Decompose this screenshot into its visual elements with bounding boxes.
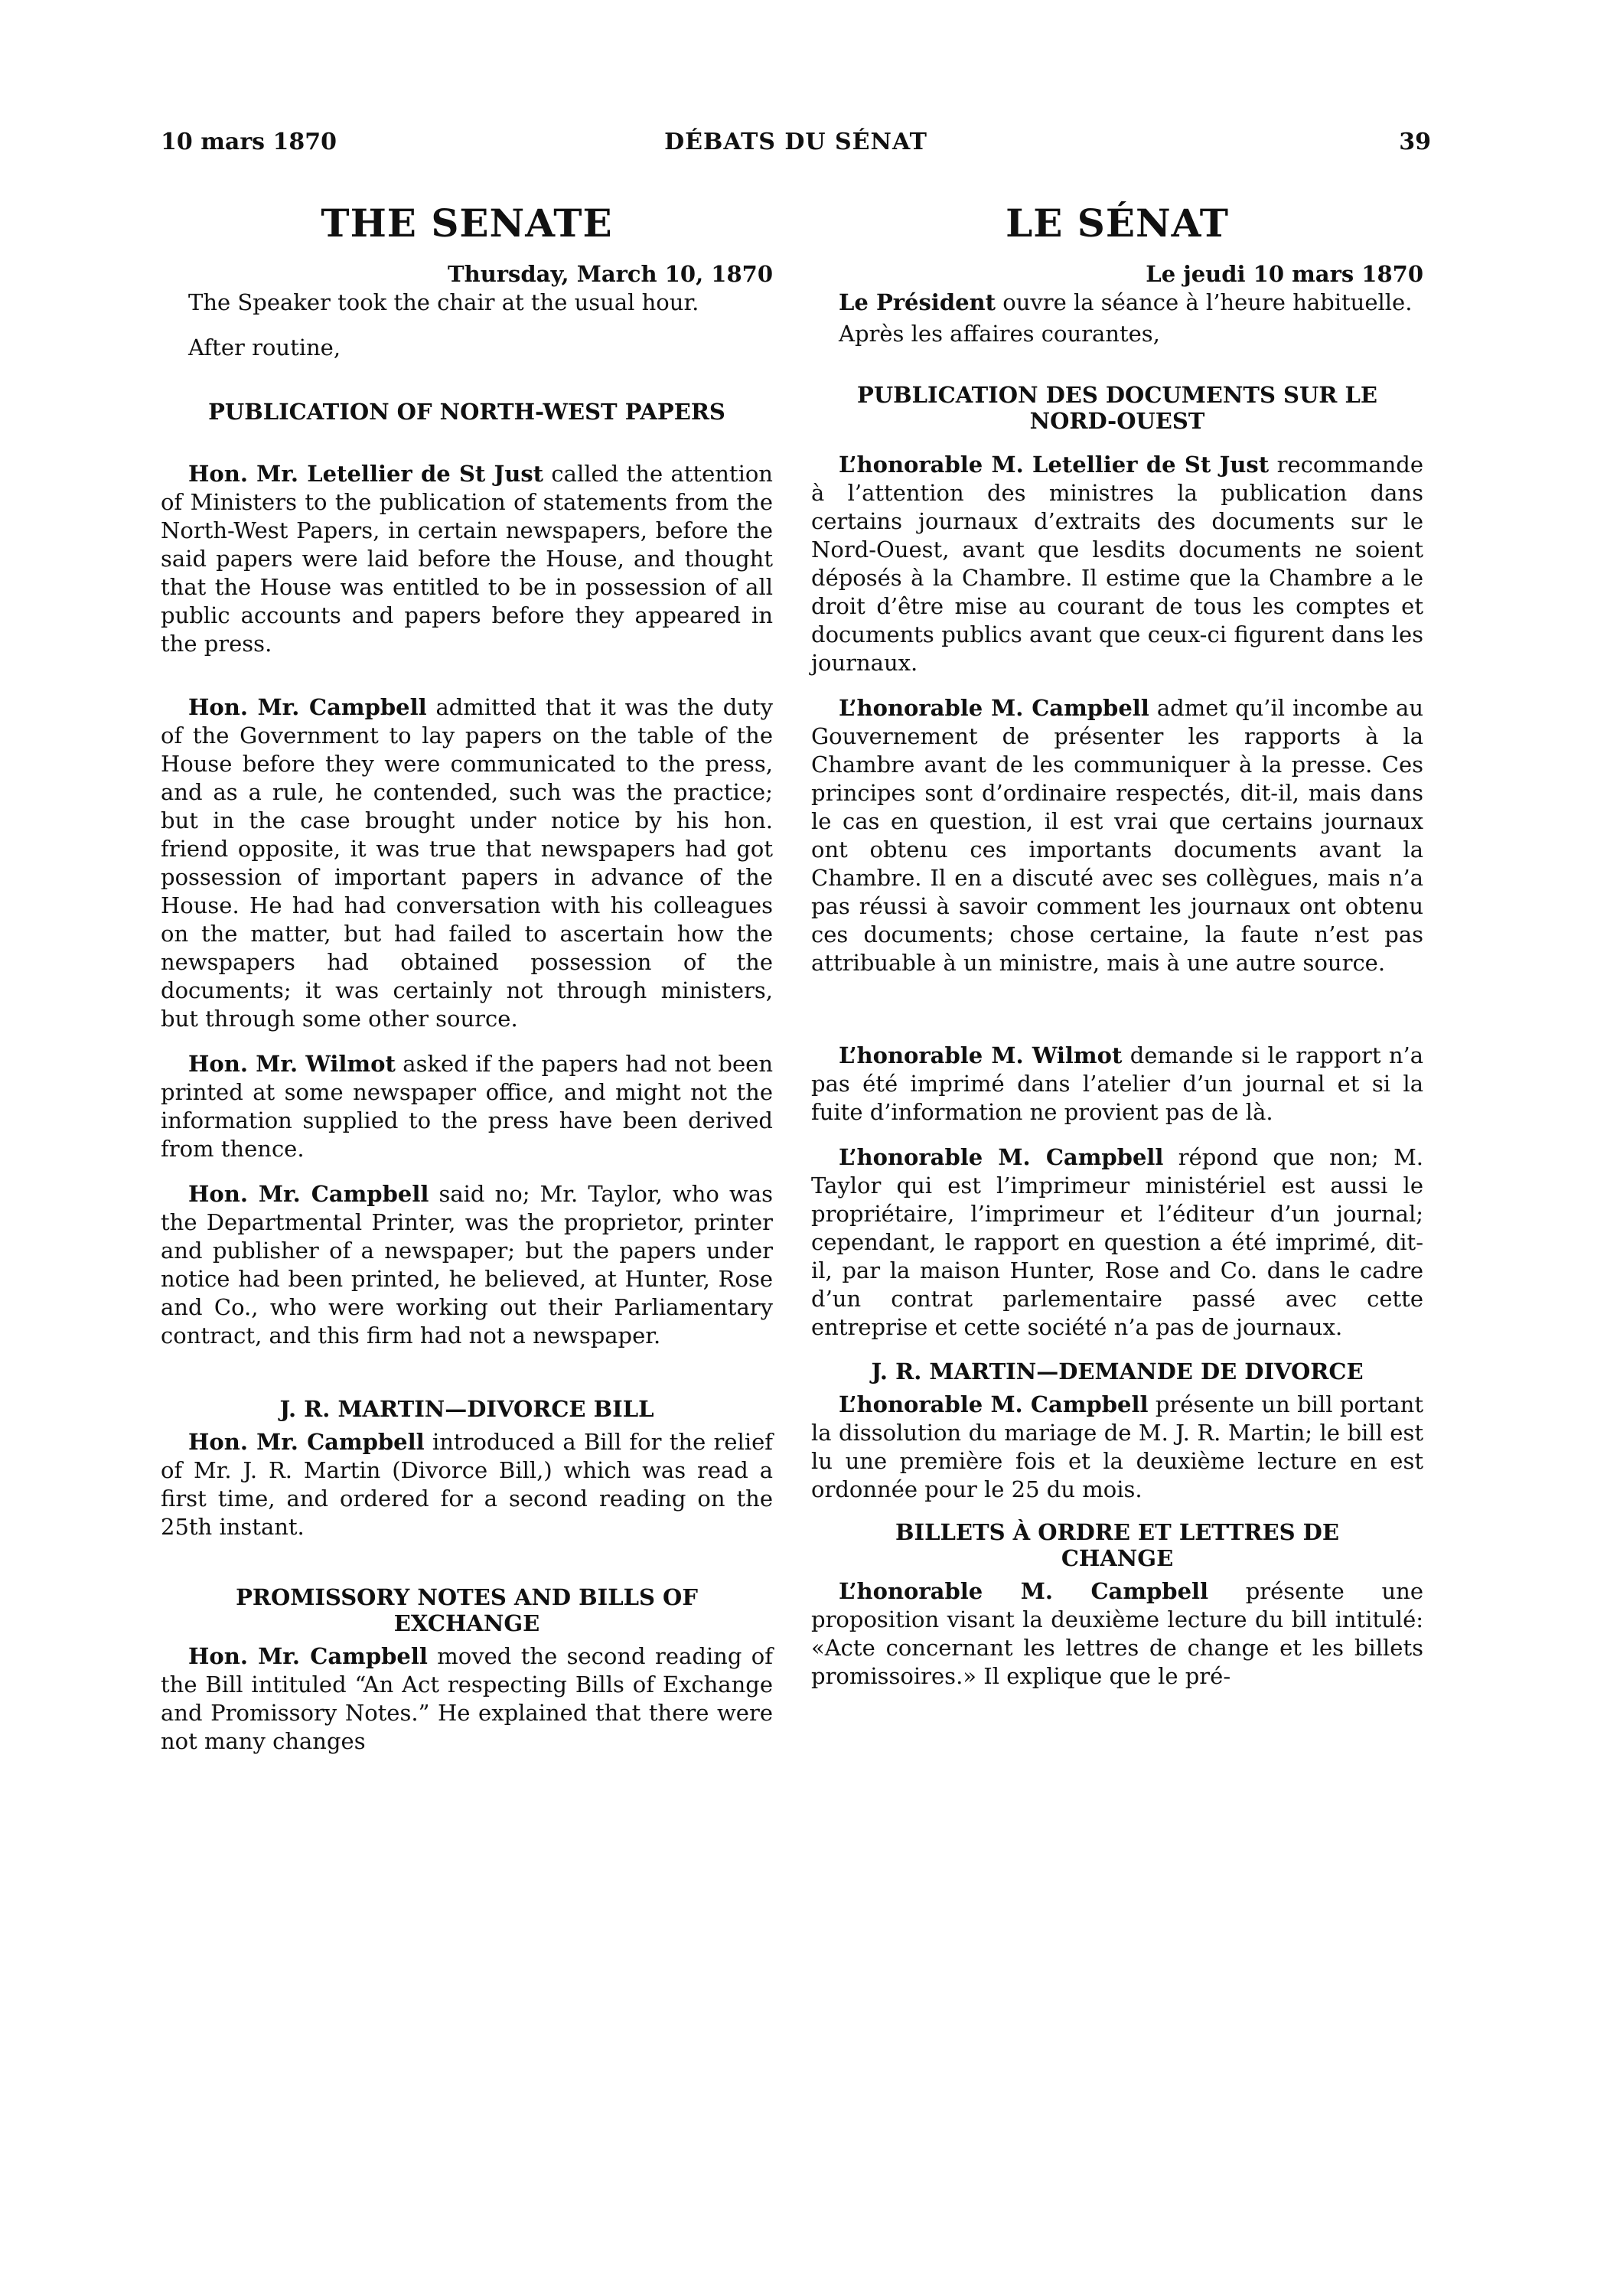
- fr-speech: [811, 1391, 1423, 1504]
- fr-title: LE SÉNAT: [1006, 201, 1229, 246]
- speech-text: called the attention of Ministers to the publication of statements from the North-West Papers, in certain newspapers, before the said papers were laid before the House, and thought that the House was entitled to be in possession of all public accounts and papers before they appeared in the press.: [161, 461, 773, 657]
- speaker-name: Hon. Mr. Campbell: [188, 1181, 429, 1207]
- speaker-name: Hon. Mr. Wilmot: [188, 1051, 396, 1077]
- fr-date: Le jeudi 10 mars 1870: [1146, 261, 1423, 287]
- fr-paragraph: [811, 289, 1423, 317]
- page-header: [161, 129, 1431, 159]
- speaker-name: L’honorable M. Campbell: [839, 1144, 1164, 1170]
- en-title: THE SENATE: [321, 201, 613, 246]
- fr-speech: [811, 1577, 1423, 1691]
- speech-text: moved the second reading of the Bill intituled “An Act respecting Bills of Exchange and Promissory Notes.” He explained that there were not many changes: [161, 1643, 773, 1754]
- speaker-name: Hon. Mr. Letellier de St Just: [188, 461, 544, 487]
- fr-speech: [811, 1143, 1423, 1342]
- fr-speech: [811, 1042, 1423, 1127]
- en-heading: J. R. MARTIN—DIVORCE BILL: [279, 1396, 654, 1422]
- fr-heading: J. R. MARTIN—DEMANDE DE DIVORCE: [871, 1358, 1364, 1384]
- speaker-name: Hon. Mr. Campbell: [188, 1429, 425, 1455]
- speech-text: asked if the papers had not been printed at some newspaper office, and might not the information supplied to the press have been derived from thence.: [161, 1051, 773, 1162]
- speech-text: admitted that it was the duty of the Government to lay papers on the table of the House before they were communicated to the press, and as a rule, he contended, such was the practice; but in the case brought under notice by his hon. friend opposite, it was true that newspapers had got possession of important papers in advance of the House. He had had conversation with his colleagues on the matter, but had failed to ascertain how the newspapers had obtained possession of the documents; it was certainly not through ministers, but through some other source.: [161, 694, 773, 1032]
- english-column: [161, 201, 773, 1756]
- en-paragraph: After routine,: [188, 334, 341, 360]
- speech-text: ouvre la séance à l’heure habituelle.: [996, 289, 1413, 315]
- french-column: [811, 201, 1423, 1691]
- speech-text: présente une proposition visant la deuxième lecture du bill intitulé: «Acte concernant les lettres de change et les billets promissoires.» Il explique que le pré-: [811, 1578, 1423, 1689]
- en-speech: [161, 1180, 773, 1350]
- page-number: 39: [1399, 129, 1431, 155]
- en-speech: [161, 693, 773, 1033]
- heading-line: CHANGE: [1061, 1545, 1174, 1571]
- speech-text: said no; Mr. Taylor, who was the Departmental Printer, was the proprietor, printer and publisher of a newspaper; but the papers under notice had been printed, he believed, at Hunter, Rose and Co., who were working out their Parliamentary contract, and this firm had not a newspaper.: [161, 1181, 773, 1349]
- header-date: 10 mars 1870: [161, 129, 337, 155]
- speech-text: admet qu’il incombe au Gouvernement de présenter les rapports à la Chambre avant de les communiquer à la presse. Ces principes sont d’ordinaire respectés, dit-il, mais dans le cas en question, il est vrai que certains journaux ont obtenu ces importants documents avant la Chambre. Il en a discuté avec ses collègues, mais n’a pas réussi à savoir comment les journaux ont obtenu ces documents; chose certaine, la faute n’est pas attribuable à un ministre, mais à une autre source.: [811, 695, 1423, 976]
- heading-line: PROMISSORY NOTES AND BILLS OF: [236, 1584, 698, 1610]
- heading-line: PUBLICATION DES DOCUMENTS SUR LE: [857, 382, 1377, 408]
- speaker-name: Hon. Mr. Campbell: [188, 1643, 428, 1669]
- fr-heading: [811, 1519, 1423, 1571]
- en-speech: [161, 460, 773, 658]
- speaker-name: L’honorable M. Campbell: [839, 1578, 1209, 1604]
- speech-text: introduced a Bill for the relief of Mr. J. R. Martin (Divorce Bill,) which was read a first time, and ordered for a second reading on the 25th instant.: [161, 1429, 773, 1540]
- en-paragraph: The Speaker took the chair at the usual hour.: [188, 289, 699, 315]
- speaker-name: Le Président: [839, 289, 996, 315]
- heading-line: BILLETS À ORDRE ET LETTRES DE: [895, 1519, 1339, 1545]
- en-heading: [161, 1584, 773, 1636]
- header-title: DÉBATS DU SÉNAT: [664, 129, 927, 155]
- speaker-name: L’honorable M. Campbell: [839, 1391, 1149, 1417]
- heading-line: NORD-OUEST: [1029, 408, 1205, 434]
- speech-text: demande si le rapport n’a pas été imprimé dans l’atelier d’un journal et si la fuite d’information ne provient pas de là.: [811, 1042, 1424, 1125]
- fr-speech: [811, 694, 1423, 977]
- en-speech: [161, 1428, 773, 1541]
- en-speech: [161, 1050, 773, 1163]
- fr-paragraph: Après les affaires courantes,: [839, 321, 1160, 347]
- speaker-name: L’honorable M. Wilmot: [839, 1042, 1123, 1068]
- fr-heading: [811, 382, 1423, 434]
- speech-text: présente un bill portant la dissolution du mariage de M. J. R. Martin; le bill est lu une première fois et la deuxième lecture en est ordonnée pour le 25 du mois.: [811, 1391, 1424, 1502]
- speaker-name: Hon. Mr. Campbell: [188, 694, 427, 720]
- fr-speech: [811, 451, 1423, 677]
- en-date: Thursday, March 10, 1870: [448, 261, 773, 287]
- speech-text: recommande à l’attention des ministres la publication dans certains journaux d’extraits des documents sur le Nord-Ouest, avant que lesdits documents ne soient déposés à la Chambre. Il estime que la Chambre a le droit d’être mise au courant de tous les comptes et documents publics avant que ceux-ci figurent dans les journaux.: [811, 452, 1423, 676]
- en-speech: [161, 1642, 773, 1756]
- heading-line: EXCHANGE: [393, 1610, 540, 1636]
- en-heading: PUBLICATION OF NORTH-WEST PAPERS: [208, 399, 725, 425]
- speaker-name: L’honorable M. Campbell: [839, 695, 1149, 721]
- speaker-name: L’honorable M. Letellier de St Just: [839, 452, 1270, 478]
- speech-text: répond que non; M. Taylor qui est l’imprimeur ministériel est aussi le propriétaire, l’imprimeur et l’éditeur d’un journal; cependant, le rapport en question a été imprimé, dit-il, par la maison Hunter, Rose and Co. dans le cadre d’un contrat parlementaire passé avec cette entreprise et cette société n’a pas de journaux.: [811, 1144, 1423, 1340]
